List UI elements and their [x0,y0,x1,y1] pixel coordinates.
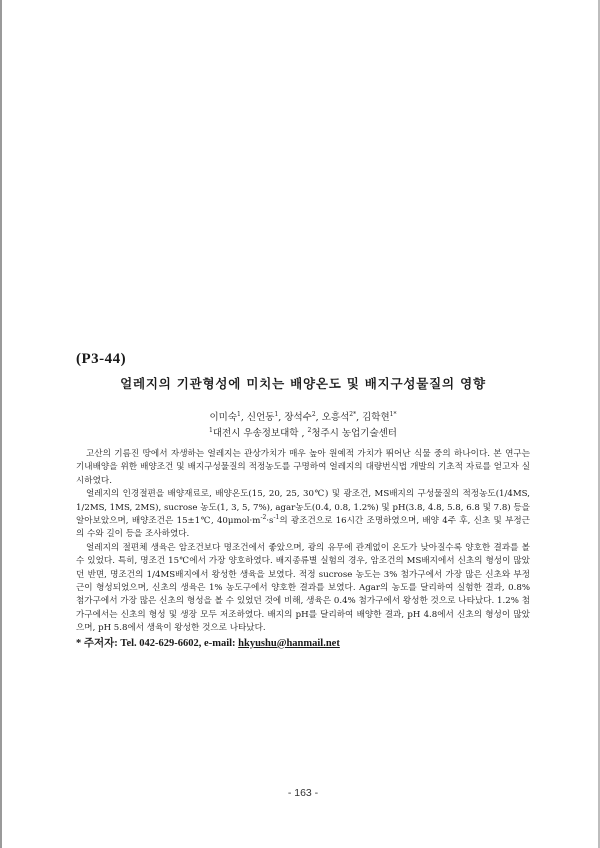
paragraph-intro: 고산의 기름진 땅에서 자생하는 얼레지는 관상가치가 매우 높아 원예적 가치가 뛰어난 식물 중의 하나이다. 본 연구는 기내배양을 위한 배양조건 및 배지구성물질의 적정농도를 구명하여 얼레지의 대량번식법 개발의 기초적 자료를 얻고자 실시하였다. [76,449,530,486]
page-number: - 163 - [287,787,319,799]
paper-title: 얼레지의 기관형성에 미치는 배양온도 및 배지구성물질의 영향 [120,376,486,391]
scan-edge-left [0,0,2,848]
author-mark: 2 [311,410,316,418]
contact-label: * 주저자: Tel. 042-629-6602, e-mail: [76,637,239,649]
author-name: 오흥석 [321,412,350,423]
author-list: 이미숙$^1$, 신언동$^1$, 장석수$^2$, 오흥석$^{2*}$, 김학현$^{1*}$ [209,410,397,423]
methods-text-end: 의 광조건으로 16시간 조명하였으며, 배양 4주 후, 신초 및 부정근의 수와 길이 등을 조사하였다. [76,516,530,540]
affiliation-name: 청주시 농업기술센터 [311,428,397,439]
contact-email-link[interactable]: hkyushu@hanmail.net [238,637,340,649]
paragraph-methods [76,488,530,542]
paragraph-results: 얼레지의 절편체 생육은 암조건보다 명조건에서 좋았으며, 광의 유무에 관계없이 온도가 낮아질수록 양호한 결과를 볼 수 있었다. 특히, 명조건 15℃에서 가장 양호하였다. 배지종류별 실험의 경우, 암조건의 MS배지에서 신초의 형성이 많았던 반면, 명조건의 1/4MS배지에서 왕성한 생육을 보였다. 적정 sucrose 농도는 3% 첨가구에서 가장 많은 신초와 부정근이 형성되었으며, 신초의 생육은 1% 농도구에서 양호한 결과를 보였다. Agar의 농도를 달리하여 실험한 결과, 0.8% 첨가구에서 가장 많은 신초의 형성을 볼 수 있었던 것에 비해, 생육은 0.4% 첨가구에서 왕성한 것으로 나타났다. 1.2% 첨가구에서는 신초의 형성 및 생장 모두 저조하였다. 배지의 pH를 달리하여 배양한 결과, pH 4.8에서 신초의 형성이 많았으며, pH 5.8에서 생육이 왕성한 것으로 나타났다. [76,542,530,634]
author-name: 장석수 [284,412,312,423]
abstract-body [76,448,530,651]
corresponding-author [76,637,530,651]
unit-exponent-s: -1 [273,514,280,522]
affiliation-mark: 1 [209,426,213,434]
abstract-page [76,0,530,848]
author-name: 신언동 [246,412,275,423]
unit-exponent-m: -2 [260,514,267,522]
author-mark: 1 [237,410,241,418]
author-mark: 1 [274,410,279,418]
author-mark: 1* [389,410,397,418]
unit-s: ·s [266,516,274,527]
author-mark: 2* [349,410,357,418]
author-name: 이미숙 [209,412,238,423]
affiliation-name: 대전시 우송정보대학 [212,428,299,439]
author-name: 김학현 [362,412,390,423]
session-code: (P3-44) [76,351,127,367]
methods-text-start: 얼레지의 인경절편을 배양재료로, 배양온도(15, 20, 25, 30℃) 및 광조건, MS배지의 구성물질의 적정농도(1/4MS, 1/2MS, 1MS, 2MS), sucrose 농도(1, 3, 5, 7%), agar농도(0.4, 0.8, 1.2%) 및 pH(3.8, 4.8, 5.8, 6.8 및 7.8) 등을 알아보았으며, 배양조건은 15±1℃, 40μmol·m [76,489,530,527]
affiliation-mark: 2 [307,426,312,434]
affiliation-list: $^1$대전시 우송정보대학 , $^2$청주시 농업기술센터 [209,426,397,439]
